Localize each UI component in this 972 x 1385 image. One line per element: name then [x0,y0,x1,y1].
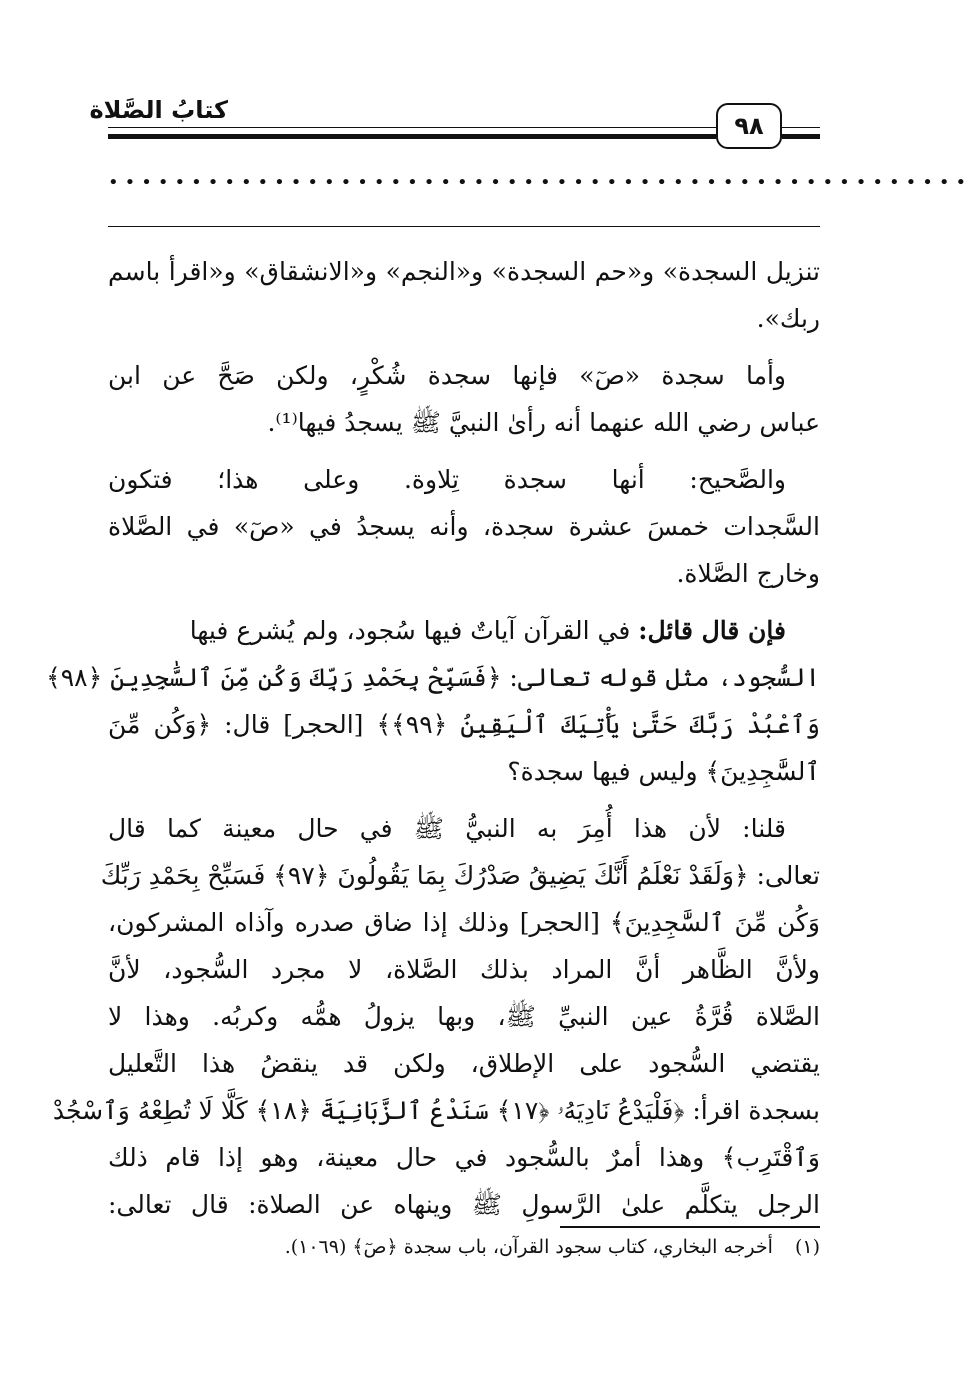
text-line: الرجل يتكلَّم علىٰ الرَّسولِ ﷺ وينهاه عن الصلاة: قال تعالى: [108,1190,820,1219]
text-line: يقتضي السُّجود على الإطلاق، ولكن قد ينقضُ هذا التَّعليل [108,1049,820,1078]
header-rule [108,127,716,128]
book-title: كتابُ الصَّلاة [89,96,228,124]
paragraph-1 [108,248,820,342]
text-line: السَّجدات خمسَ عشرة سجدة، وأنه يسجدُ في «صٓ» في الصَّلاة [108,512,820,541]
footnote-number: (١) [794,1236,820,1258]
header-rule [108,134,716,139]
text-line: بسجدة اقرأ: ﴿فَلْيَدْعُ نَادِيَهُۥ ﴿١٧﴾ سَنَدْعُ ٱلزَّبَانِيَةَ ﴿١٨﴾ كَلَّا لَا تُطِعْهُ وَٱسْجُدْ [52,1096,820,1125]
text-line: السُّجود، مثل قوله تعالى: ﴿فَسَبِّحْ بِحَمْدِ رَبِّكَ وَكُن مِّنَ ٱلسَّٰجِدِينَ ﴿٩٨﴾ [46,663,820,692]
text-line: قلنا: لأن هذا أُمِرَ به النبيُّ ﷺ في حال معينة كما قال [108,814,786,843]
text-line: وَكُن مِّنَ ٱلسَّٰجِدِينَ﴾ [الحجر] وذلك إذا ضاق صدره وآذاه المشركون، [108,908,820,937]
paragraph-4 [46,607,820,795]
dotted-separator: •••••••••••••••••••••••••••••••••••••••••••••••••••• [108,172,972,193]
main-text [46,248,820,1228]
text-line: الصَّلاة قُرَّةُ عين النبيِّ ﷺ، وبها يزولُ همُّه وكربُه. وهذا لا [108,1002,820,1031]
separator-line [108,226,820,227]
text-line: ٱلسَّٰجِدِينَ﴾ وليس فيها سجدة؟ [507,757,820,786]
text-line: عباس رضي الله عنهما أنه رأىٰ النبيَّ ﷺ يسجدُ فيها⁽¹⁾. [267,408,820,437]
text-line: وَٱقْتَرِب﴾ وهذا أمرٌ بالسُّجود في حال معينة، وهو إذا قام ذلك [108,1143,820,1172]
text-line: وَٱعْبُدْ رَبَّكَ حَتَّىٰ يَأْتِيَكَ ٱلْيَقِينُ ﴿٩٩﴾﴾ [الحجر] قال: ﴿وَكُن مِّنَ [108,710,820,739]
text-line: تنزيل السجدة» و«حم السجدة» و«النجم» و«الانشقاق» و«اقرأ باسم [108,257,820,286]
paragraph-3 [108,456,820,597]
text-line: والصَّحيح: أنها سجدة تِلاوة. وعلى هذا؛ فتكون [108,465,786,494]
header-rule [782,134,820,139]
footnote [285,1236,820,1258]
text-line: ولأنَّ الظَّاهر أنَّ المراد بذلك الصَّلاة، لا مجرد السُّجود، لأنَّ [108,955,820,984]
text-line: وأما سجدة «صٓ» فإنها سجدة شُكْرٍ، ولكن صَحَّ عن ابن [108,361,786,390]
lead-phrase: فإن قال قائل: [638,616,786,645]
text-line [108,607,820,654]
page-number: ٩٨ [716,103,782,149]
text-line: تعالى: ﴿وَلَقَدْ نَعْلَمُ أَنَّكَ يَضِيقُ صَدْرُكَ بِمَا يَقُولُونَ ﴿٩٧﴾ فَسَبِّحْ بِحَمْدِ رَبِّكَ [100,861,820,890]
header-rule [782,127,820,128]
text-span: في القرآن آياتٌ فيها سُجود، ولم يُشرع فيها [189,616,639,645]
footnote-rule [560,1226,820,1228]
paragraph-5 [52,805,820,1228]
text-line: ربك». [756,304,820,333]
paragraph-2 [108,352,820,446]
text-line: وخارج الصَّلاة. [676,559,820,588]
footnote-text: أخرجه البخاري، كتاب سجود القرآن، باب سجدة ﴿صٓ﴾ (١٠٦٩). [284,1236,773,1258]
